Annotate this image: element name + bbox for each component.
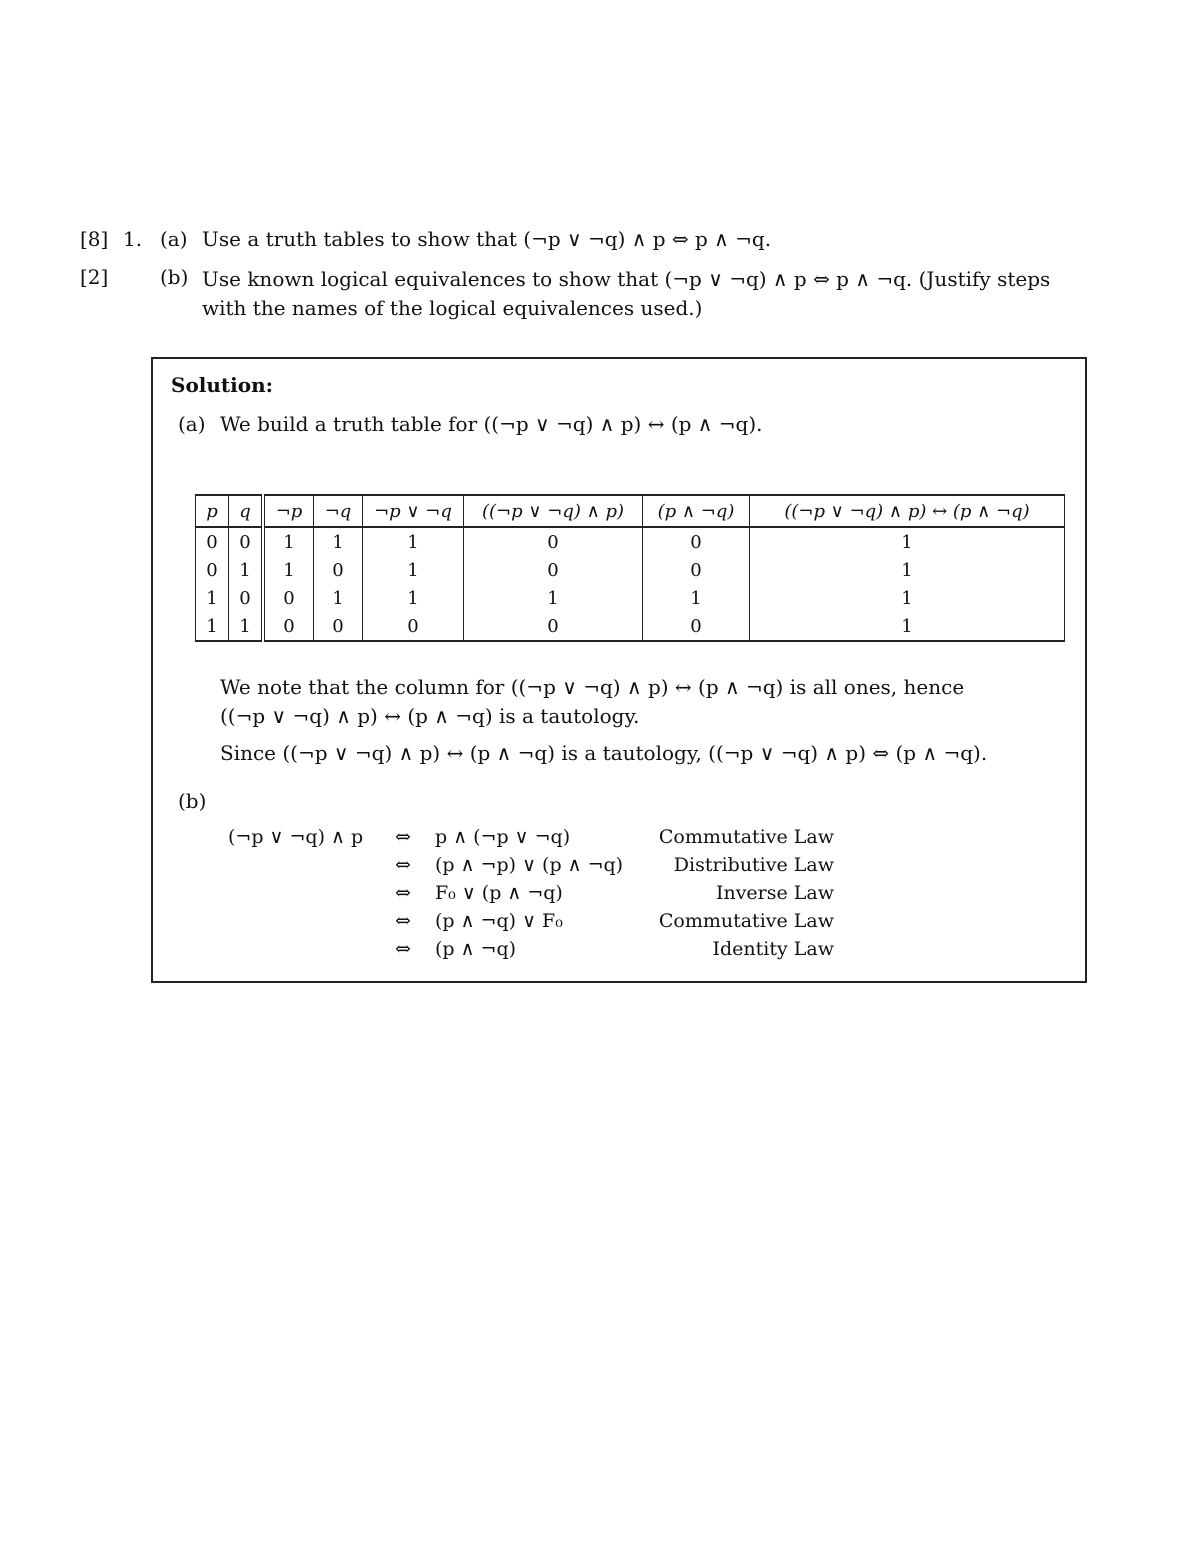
table-cell: 0	[263, 584, 314, 612]
equivalence-symbol: ⇔	[395, 826, 411, 848]
table-cell: 1	[464, 584, 643, 612]
derivation-lhs: (¬p ∨ ¬q) ∧ p	[228, 826, 364, 848]
derivation-expr: p ∧ (¬p ∨ ¬q)	[435, 826, 571, 848]
table-cell: 1	[363, 584, 464, 612]
header-cell: ((¬p ∨ ¬q) ∧ p)	[464, 495, 643, 527]
law-name: Commutative Law	[658, 826, 834, 848]
solution-a-intro: We build a truth table for ((¬p ∨ ¬q) ∧ p) ↔ (p ∧ ¬q).	[220, 412, 763, 436]
header-cell: ¬p	[263, 495, 314, 527]
question-a-text: Use a truth tables to show that (¬p ∨ ¬q) ∧ p ⇔ p ∧ ¬q.	[202, 227, 772, 251]
table-cell: 0	[643, 612, 750, 641]
table-cell: 1	[229, 556, 264, 584]
table-cell: 1	[229, 612, 264, 641]
question-a-marks: [8]	[80, 227, 109, 251]
table-cell: 0	[643, 556, 750, 584]
derivation-expr: (p ∧ ¬p) ∨ (p ∧ ¬q)	[435, 854, 624, 876]
table-cell: 1	[263, 527, 314, 556]
table-cell: 0	[263, 612, 314, 641]
truth-table	[195, 494, 1065, 642]
table-cell: 1	[750, 527, 1065, 556]
table-cell: 0	[196, 527, 229, 556]
law-name: Inverse Law	[715, 882, 834, 904]
table-row	[196, 556, 1065, 584]
table-cell: 1	[314, 584, 363, 612]
solution-heading: Solution:	[171, 373, 274, 397]
table-cell: 0	[229, 584, 264, 612]
table-cell: 1	[750, 612, 1065, 641]
since-line: Since ((¬p ∨ ¬q) ∧ p) ↔ (p ∧ ¬q) is a tautology, ((¬p ∨ ¬q) ∧ p) ⇔ (p ∧ ¬q).	[220, 741, 988, 765]
question-b-label: (b)	[160, 265, 189, 289]
table-cell: 1	[750, 584, 1065, 612]
header-cell: (p ∧ ¬q)	[643, 495, 750, 527]
table-cell: 0	[314, 556, 363, 584]
law-name: Identity Law	[712, 938, 834, 960]
truth-table-header-row	[196, 495, 1065, 527]
law-name: Distributive Law	[673, 854, 834, 876]
derivation-expr: (p ∧ ¬q) ∨ F₀	[435, 910, 563, 932]
table-cell: 1	[196, 584, 229, 612]
header-cell: ¬q	[314, 495, 363, 527]
note-line-1: We note that the column for ((¬p ∨ ¬q) ∧ p) ↔ (p ∧ ¬q) is all ones, hence	[220, 675, 965, 699]
derivation-expr: F₀ ∨ (p ∧ ¬q)	[435, 882, 563, 904]
table-cell: 1	[196, 612, 229, 641]
equivalence-symbol: ⇔	[395, 854, 411, 876]
table-cell: 1	[643, 584, 750, 612]
table-cell: 1	[314, 527, 363, 556]
solution-a-label: (a)	[178, 412, 206, 436]
question-b-text: Use known logical equivalences to show that (¬p ∨ ¬q) ∧ p ⇔ p ∧ ¬q. (Justify steps with the names of the logical equivalences used.)	[202, 267, 1051, 320]
question-b-marks: [2]	[80, 265, 109, 289]
table-cell: 1	[363, 556, 464, 584]
table-cell: 1	[263, 556, 314, 584]
header-cell: q	[229, 495, 264, 527]
table-row	[196, 584, 1065, 612]
table-cell: 0	[229, 527, 264, 556]
law-name: Commutative Law	[658, 910, 834, 932]
equivalence-symbol: ⇔	[395, 910, 411, 932]
table-row	[196, 612, 1065, 641]
table-cell: 0	[643, 527, 750, 556]
table-cell: 0	[363, 612, 464, 641]
table-cell: 0	[464, 527, 643, 556]
table-row	[196, 527, 1065, 556]
question-number: 1.	[123, 227, 143, 251]
table-cell: 1	[750, 556, 1065, 584]
table-cell: 1	[363, 527, 464, 556]
solution-b-label: (b)	[178, 789, 207, 813]
header-cell: p	[196, 495, 229, 527]
table-cell: 0	[196, 556, 229, 584]
equivalence-symbol: ⇔	[395, 882, 411, 904]
header-cell: ((¬p ∨ ¬q) ∧ p) ↔ (p ∧ ¬q)	[750, 495, 1065, 527]
header-cell: ¬p ∨ ¬q	[363, 495, 464, 527]
table-cell: 0	[464, 612, 643, 641]
note-line-2: ((¬p ∨ ¬q) ∧ p) ↔ (p ∧ ¬q) is a tautology.	[220, 704, 640, 728]
table-cell: 0	[314, 612, 363, 641]
derivation-expr: (p ∧ ¬q)	[435, 938, 517, 960]
table-cell: 0	[464, 556, 643, 584]
question-a-label: (a)	[160, 227, 188, 251]
equivalence-symbol: ⇔	[395, 938, 411, 960]
